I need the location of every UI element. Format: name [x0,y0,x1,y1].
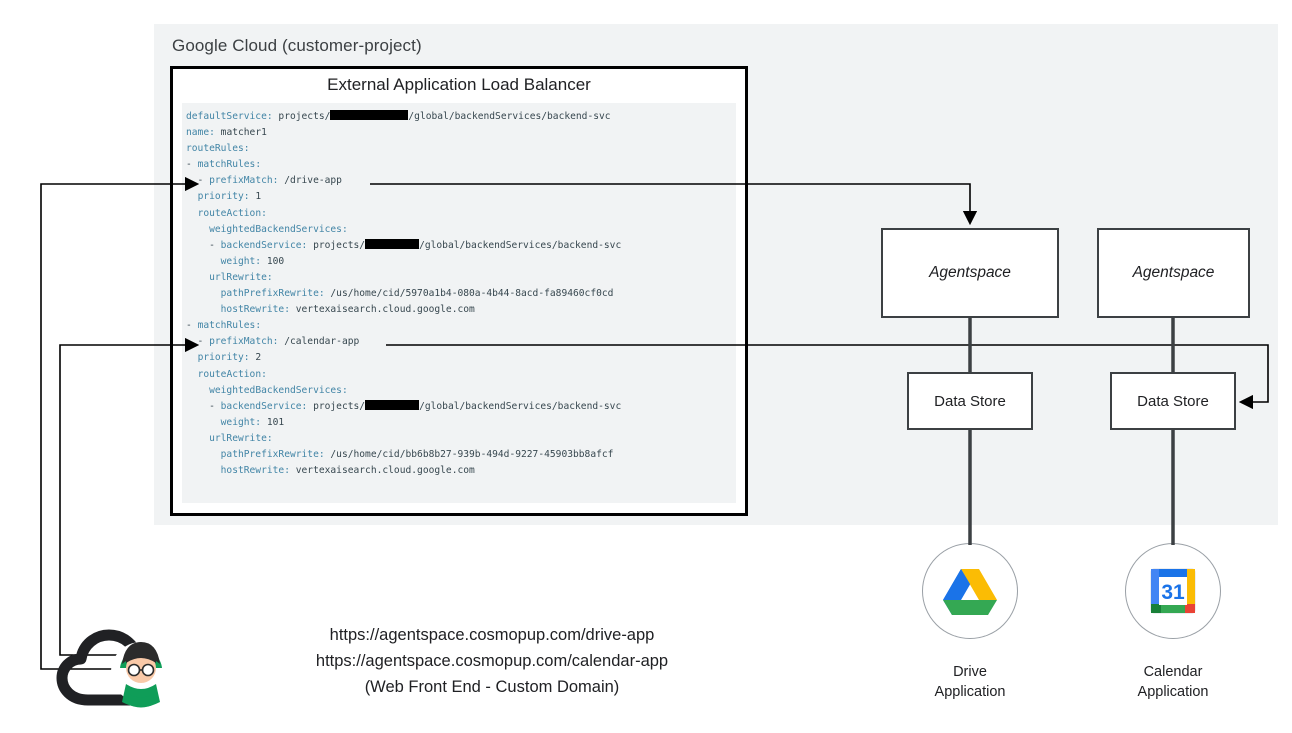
node-datastore-2: Data Store [1110,372,1236,430]
drive-caption-line1: Drive [953,664,987,680]
url-drive-app: https://agentspace.cosmopup.com/drive-app [329,626,655,644]
google-drive-icon [943,567,997,615]
code-line: weightedBackendServices: [209,384,348,396]
code-line: name: matcher1 [186,127,267,139]
node-agentspace-1: Agentspace [881,228,1059,318]
code-line: priority: 2 [197,352,262,364]
frontend-subtitle: (Web Front End - Custom Domain) [364,678,620,696]
code-line: hostRewrite: vertexaisearch.cloud.google.com [220,465,475,477]
url-map-yaml-panel [182,103,736,503]
load-balancer-title: External Application Load Balancer [327,75,591,94]
calendar-caption-line1: Calendar [1143,664,1203,680]
node-datastore-1: Data Store [907,372,1033,430]
drive-caption-line2: Application [934,684,1006,700]
node-agentspace-2: Agentspace [1097,228,1250,318]
code-line: urlRewrite: [209,271,273,283]
code-line: routeRules: [186,143,250,155]
code-line: urlRewrite: [209,432,273,444]
code-line: defaultService: projects/ /global/backendServices/backend-svc [186,111,611,122]
code-line: weightedBackendServices: [209,223,348,235]
code-line: - matchRules: [186,159,262,171]
drive-app-circle [922,543,1018,639]
code-line: pathPrefixRewrite: /us/home/cid/5970a1b4-080a-4b44-8acd-fa89460cf0cd [220,288,614,300]
code-line: - prefixMatch: /drive-app [186,175,342,187]
code-line: weight: 100 [220,255,285,267]
frontend-url-block [212,622,772,700]
code-line: routeAction: [197,207,267,219]
url-calendar-app: https://agentspace.cosmopup.com/calendar-app [315,652,669,670]
code-line: priority: 1 [197,191,262,203]
code-line: - prefixMatch: /calendar-app [186,336,360,348]
calendar-caption-line2: Application [1137,684,1209,700]
drive-app-caption [890,662,1050,702]
user-cloud-icon [62,635,171,708]
code-line: pathPrefixRewrite: /us/home/cid/bb6b8b27-939b-494d-9227-45903bb8afcf [220,448,614,460]
calendar-app-caption [1093,662,1253,702]
calendar-day-number: 31 [1161,581,1185,604]
code-line: routeAction: [197,368,267,380]
code-line: - backendService: projects/ /global/backendServices/backend-svc [186,400,622,412]
code-line: hostRewrite: vertexaisearch.cloud.google.com [220,304,475,316]
google-calendar-icon [1145,563,1201,619]
calendar-app-circle [1125,543,1221,639]
google-cloud-label: Google Cloud (customer-project) [172,36,422,55]
code-line: weight: 101 [220,416,285,428]
code-line: - matchRules: [186,320,262,332]
code-line: - backendService: projects/ /global/backendServices/backend-svc [186,239,622,251]
